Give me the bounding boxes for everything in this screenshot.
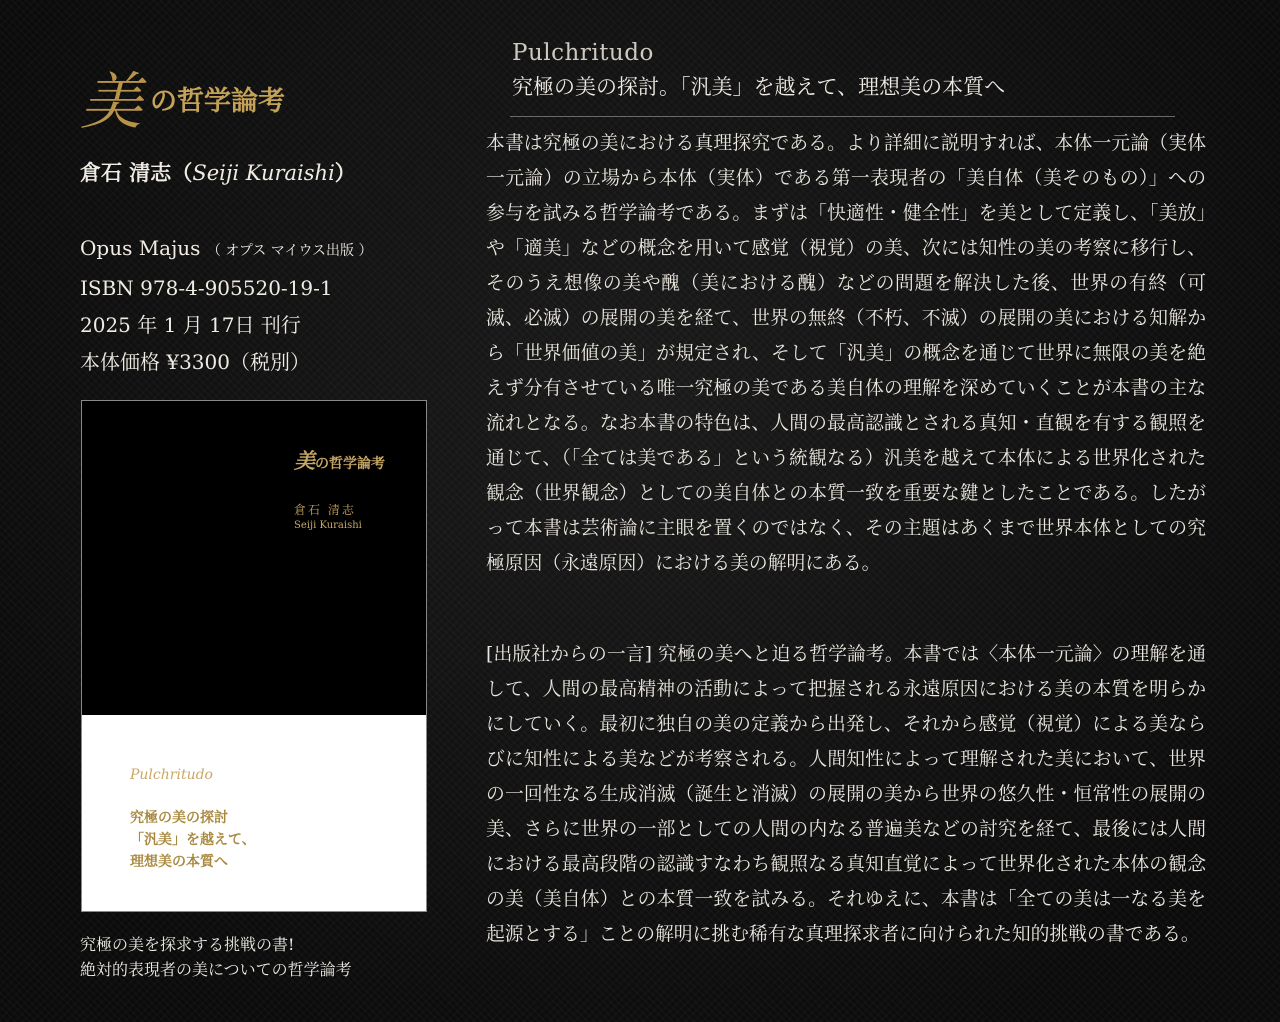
publisher-comment-paragraph: [出版社からの一言] 究極の美へと迫る哲学論考。本書では〈本体一元論〉の理解を通して、人間の最高精神の活動によって把握される永遠原因における美の本質を明らかにしていく。最初に独自の美の定義から出発し、それから感覚（視覚）による美ならびに知性による美などが考察される。人間知性によって理解された美において、世界の一回性なる生成消滅（誕生と消滅）の展開の美から世界の悠久性・恒常性の展開の美、さらに世界の一部としての人間の内なる普遍美などの討究を経て、最後には人間における最高段階の認識すなわち観照なる真知直覚によって世界化された本体の観念の美（美自体）との本質一致を試みる。それゆえに、本書は「全ての美は一なる美を起源とする」ことの解明に挑む稀有な真理探求者に向けられた知的挑戦の書である。	[486, 644, 1206, 945]
description-paragraph: 本書は究極の美における真理探究である。より詳細に説明すれば、本体一元論（実体一元論）の立場から本体（実体）である第一表現者の「美自体（美そのもの）」への参与を試みる哲学論考である。まずは「快適性・健全性」を美として定義し、「美放」や「適美」などの概念を用いて感覚（視覚）の美、次には知性の美の考察に移行し、そのうえ想像の美や醜（美における醜）などの問題を解決した後、世界の有終（可滅、必滅）の展開の美を経て、世界の無終（不朽、不滅）の展開の美における知解から「世界価値の美」が規定され、そして「汎美」の概念を通じて世界に無限の美を絶えず分有させている唯一究極の美である美自体の理解を深めていくことが本書の主な流れとなる。なお本書の特色は、人間の最高認識とされる真知・直観を有する観照を通じて、（「全ては美である」という統観なる）汎美を越えて本体による世界化された観念（世界観念）としての美自体との本質一致を重要な鍵としたことである。したがって本書は芸術論に主眼を置くのではなく、その主題はあくまで世界本体としての究極原因（永遠原因）における美の解明にある。	[486, 133, 1206, 574]
cover-subtitle	[130, 807, 256, 873]
caption-line: 究極の美を探求する挑戦の書!	[80, 935, 295, 954]
book-meta	[80, 230, 372, 381]
latin-title: Pulchritudo	[512, 40, 654, 66]
cover-author: 倉石 清志	[294, 503, 356, 517]
cover-title	[294, 445, 385, 475]
publisher-name: Opus Majus	[80, 236, 201, 260]
publisher-line	[80, 230, 372, 270]
logo-title-rest: の哲学論考	[150, 86, 285, 117]
logo-first-char: 美	[80, 65, 143, 138]
isbn: ISBN 978-4-905520-19-1	[80, 276, 333, 300]
headline-divider	[510, 116, 1175, 117]
caption-line: 絶対的表現者の美についての哲学論考	[80, 960, 352, 979]
publish-date: 2025 年 1 月 17日 刊行	[80, 313, 301, 337]
cover-subtitle-line: 理想美の本質へ	[130, 854, 228, 870]
headline: 究極の美の探討。「汎美」を越えて、理想美の本質へ	[512, 75, 1006, 99]
cover-caption	[80, 932, 352, 982]
author-romaji: Seiji Kuraishi	[192, 161, 335, 185]
book-cover-image	[81, 400, 427, 912]
cover-title-rest: の哲学論考	[315, 456, 385, 472]
author-romaji-open: （	[171, 160, 193, 185]
cover-subtitle-line: 究極の美の探討	[130, 810, 228, 826]
author-name: 倉石 清志	[80, 160, 172, 185]
author-line	[80, 156, 356, 190]
cover-author-romaji: Seiji Kuraishi	[294, 520, 362, 531]
author-romaji-close: ）	[334, 160, 356, 185]
publisher-note: （ オプス マイウス出版 ）	[206, 243, 373, 259]
cover-title-first-char: 美	[294, 448, 315, 473]
cover-lower-panel	[82, 715, 426, 911]
cover-latin-title: Pulchritudo	[130, 767, 213, 783]
price: 本体価格 ¥3300（税別）	[80, 350, 310, 374]
cover-subtitle-line: 「汎美」を越えて、	[130, 832, 256, 848]
